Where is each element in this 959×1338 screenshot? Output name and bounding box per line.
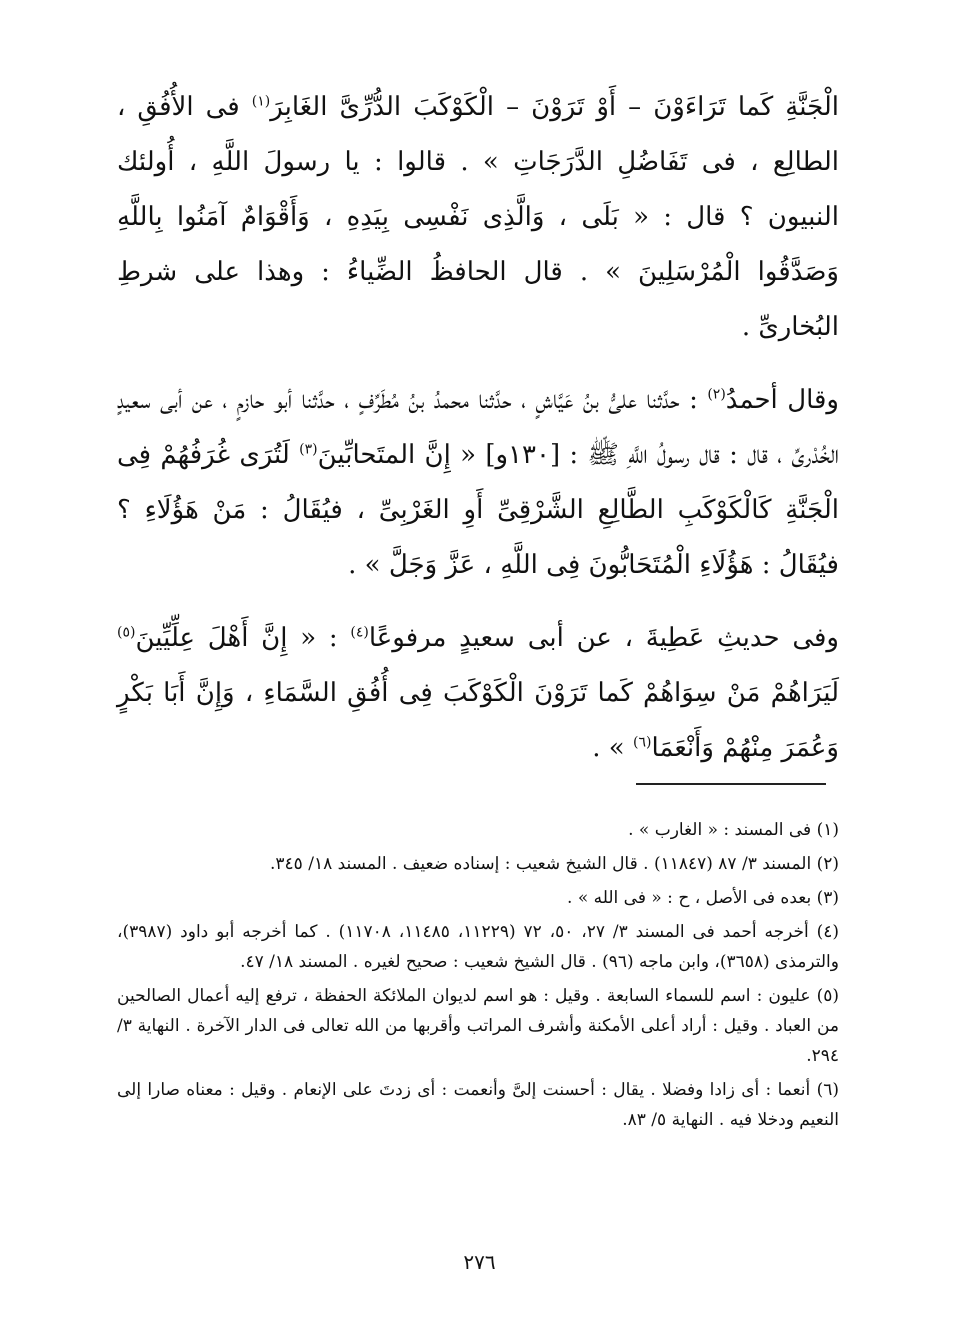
paragraph-1-text-1: الْجَنَّةِ كَما تَرَاءَوْنَ – أَوْ تَرَوْنَ – الْكَوْكَبَ الدُّرِّىَّ الغَابِرَ [270, 92, 840, 122]
footnote-1: (١) فى المسند : « الغارب » . [628, 820, 839, 840]
paragraph-3-text-2: : « إِنَّ أَهْلَ عِلِّيِّينَ [135, 623, 351, 653]
footnote-ref-5: (٥) [117, 624, 136, 641]
main-text-block [117, 80, 839, 776]
paragraph-2-text-2: : حدَّثنا علىُّ بنُ عَيَّاشٍ ، حدَّثنا محمدُ بنُ مُطَرِّفٍ ، حدَّثنا أبو حازمٍ ، عن أبى سعيدٍ الخُدْرىِّ ، قال : قال رسولُ اللَّهِ ﷺ : [١٣٠و] « إِنَّ المتَحابِّينَ [117, 385, 839, 470]
paragraph-3-text-3: لَيَرَاهُمْ مَنْ سِوَاهُمْ كَما تَرَوْنَ الْكَوْكَبَ فِى أُفُقِ السَّمَاءِ ، وَإِنَّ أَبَا بَكْرٍ وَعُمَرَ مِنْهُمْ وَأَنْعَمَا [117, 678, 839, 763]
footnote-4: (٤) أخرجه أحمد فى المسند ٣/ ٢٧، ٥٠، ٧٢ (١١٢٢٩، ١١٤٨٥، ١١٧٠٨) . كما أخرجه أبو داود (٣٩٨٧)، والترمذى (٣٦٥٨)، وابن ماجه (٩٦) . قال الشيخ شعيب : صحيح لغيره . المسند ١٨/ ٤٧. [117, 922, 840, 972]
footnote-ref-2: (٢) [707, 386, 726, 403]
paragraph-1-text-2: فى الأُفُقِ ، الطالِع ، فى تَفَاضُلِ الدَّرَجَاتِ » . قالوا : يا رسولَ اللَّهِ ، أُولئك النبيون ؟ قال : « بَلَى ، وَالَّذِى نَفْسِى بِيَدِهِ ، وَأَقْوَامٌ آمَنُوا بِاللَّهِ وَصَدَّقُوا الْمُرْسَلِينَ » . قال الحافظُ الضِّياءُ : وهذا على شرطِ البُخارىِّ . [117, 92, 839, 342]
footnote-ref-6: (٦) [632, 734, 652, 751]
footnote-2: (٢) المسند ٣/ ٨٧ (١١٨٤٧) . قال الشيخ شعيب : إسناده ضعيف . المسند ١٨/ ٣٤٥. [269, 854, 839, 874]
footnotes-section [117, 815, 839, 1139]
paragraph-2-text-1: وقال أحمدُ [725, 385, 839, 415]
footnote-ref-4: (٤) [350, 624, 369, 641]
page-number: ٢٧٦ [463, 1250, 496, 1274]
footnote-ref-1: (١) [251, 93, 271, 110]
paragraph-3-text-4: » . [592, 733, 633, 763]
paragraph-3-text-1: وفى حديثِ عَطِيةَ ، عن أبى سعيدٍ مرفوعًا [368, 623, 839, 653]
footnote-ref-3: (٣) [299, 441, 318, 458]
footnote-5: (٥) عليون : اسم للسماء السابعة . وقيل : هو اسم لديوان الملائكة الحفظة ، ترفع إليه أعمال الصالحين من العباد . وقيل : أراد أعلى الأمكنة وأشرف المراتب وأقربها من الله تعالى فى الدار الآخرة . النهاية ٣/ ٢٩٤. [117, 986, 839, 1066]
footnote-3: (٣) بعده فى الأصل ، ح : « فى الله » . [567, 888, 839, 908]
body-paragraph-1 [117, 80, 839, 355]
paragraph-2-text-3: لَتُرَى غُرَفُهُمْ فِى الْجَنَّةِ كَالْكَوْكَبِ الطَّالِعِ الشَّرْقِىِّ أَوِ الغَرْبِىِّ ، فيُقَالُ : مَنْ هَؤُلَاءِ ؟ فيُقَالُ : هَؤُلَاءِ الْمُتَحَابُّونَ فِى اللَّهِ ، عَزَّ وَجَلَّ » . [117, 440, 839, 580]
body-paragraph-2 [117, 373, 839, 593]
body-paragraph-3 [117, 611, 839, 776]
footnote-divider [636, 783, 826, 785]
footnote-6: (٦) أنعما : أى زادا وفضلا . يقال : أحسنت إلىَّ وأنعمت : أى زدتَ على الإنعام . وقيل : معناه صارا إلى النعيم ودخلا فيه . النهاية ٥/ ٨٣. [117, 1080, 839, 1130]
